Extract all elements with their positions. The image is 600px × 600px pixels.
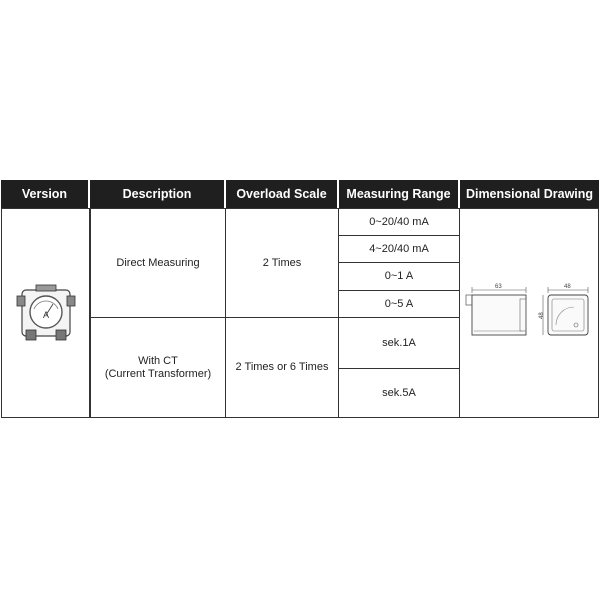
spec-table bbox=[1, 180, 599, 418]
description-direct: Direct Measuring bbox=[90, 208, 226, 318]
overload-ct: 2 Times or 6 Times bbox=[225, 317, 339, 418]
description-ct-line2: (Current Transformer) bbox=[104, 367, 212, 380]
header-dimensional-drawing: Dimensional Drawing bbox=[460, 180, 599, 208]
header-version: Version bbox=[1, 180, 88, 208]
dial-label: A bbox=[42, 310, 49, 320]
drawing-cell bbox=[459, 208, 599, 418]
range-ct-1: sek.5A bbox=[338, 368, 460, 418]
front-height-label: 48 bbox=[539, 312, 545, 319]
header-overload-scale: Overload Scale bbox=[226, 180, 337, 208]
ammeter-icon bbox=[16, 282, 76, 344]
range-direct-2: 0~1 A bbox=[338, 262, 460, 291]
overload-direct: 2 Times bbox=[225, 208, 339, 318]
description-ct-line1: With CT bbox=[138, 354, 178, 367]
description-ct bbox=[90, 317, 226, 418]
version-cell bbox=[1, 208, 90, 418]
range-ct-0: sek.1A bbox=[338, 317, 460, 369]
dimensional-drawing-icon bbox=[462, 281, 596, 345]
header-description: Description bbox=[90, 180, 224, 208]
side-width-label: 63 bbox=[495, 284, 502, 290]
range-direct-3: 0~5 A bbox=[338, 290, 460, 318]
range-direct-1: 4~20/40 mA bbox=[338, 235, 460, 263]
front-width-label: 48 bbox=[564, 284, 571, 290]
header-measuring-range: Measuring Range bbox=[339, 180, 458, 208]
range-direct-0: 0~20/40 mA bbox=[338, 208, 460, 236]
